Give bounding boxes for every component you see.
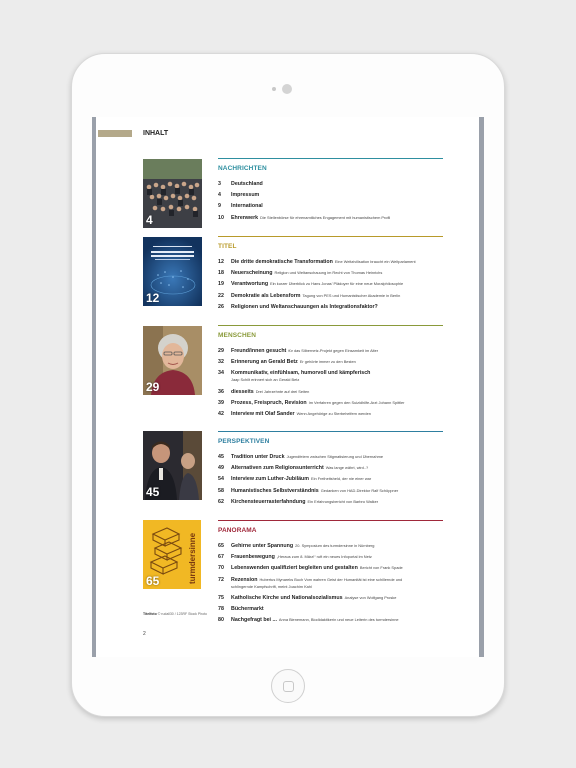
camera-icon [282, 84, 292, 94]
toc-entry[interactable]: 19 Verantwortung Ein kurzer Überblick zu Hans Jonas' Plädoyer für eine neue Moralphilosophie [218, 281, 404, 288]
section-title: MENSCHEN [218, 332, 256, 339]
toc-entry[interactable]: 34 Kommunikativ, einfühlsam, humorvoll und kämpferisch Jaap Schilt erinnert sich an Gerald Betz [218, 370, 371, 383]
section-divider [218, 325, 443, 326]
section-divider [218, 431, 443, 432]
toc-entry[interactable]: 9 International [218, 203, 263, 210]
section-menschen [218, 325, 443, 422]
photo-credit: Titelfoto © rudall30 / 123RF Stock Photo [143, 612, 208, 616]
thumb-perspektiven[interactable] [143, 431, 202, 500]
toc-entry[interactable]: 32 Erinnerung an Gerald Betz Er gehörte immer zu den Besten [218, 359, 356, 366]
section-divider [218, 520, 443, 521]
toc-entry[interactable]: 29 Freund/innen gesucht für das Silbernetz-Projekt gegen Einsamkeit im Alter [218, 348, 379, 354]
section-titel [218, 236, 443, 315]
toc-entry[interactable]: 3 Deutschland [218, 181, 263, 187]
section-title: PERSPEKTIVEN [218, 438, 270, 445]
home-button[interactable] [271, 669, 305, 703]
section-perspektiven [218, 431, 443, 510]
toc-entry[interactable]: 62 Kirchensteuerrasterfahndung Ein Erfahrungsbericht von Barbro Walker [218, 498, 379, 505]
toc-entry[interactable]: 12 Die dritte demokratische Transformation Eine Weltzivilisation braucht ein Weltparlament [218, 259, 416, 265]
toc-entry[interactable]: 78 Büchermarkt [218, 605, 264, 612]
page-heading: INHALT [143, 130, 169, 137]
thumb-page-number: 29 [146, 380, 160, 394]
toc-entry[interactable]: 54 Interview zum Luther-Jubiläum Ein Freiheitsheld, der nie einer war [218, 476, 372, 483]
toc-entry[interactable]: 67 Frauenbewegung „Heraus zum 8. März!“ ruft ein neues Infoportal im Netz [218, 554, 372, 561]
section-title: TITEL [218, 243, 237, 250]
toc-entry[interactable]: 70 Lebenswenden qualifiziert begleiten und gestalten Bericht von Frank Spade [218, 565, 403, 572]
thumb-page-number: 45 [146, 485, 160, 499]
section-divider [218, 236, 443, 237]
section-title: PANORAMA [218, 527, 257, 534]
thumb-page-number: 4 [146, 213, 153, 227]
toc-entry[interactable]: 22 Demokratie als Lebensform Tagung von PES und Humanistischer Akademie in Berlin [218, 292, 401, 299]
toc-entry[interactable]: 18 Neuerscheinung Religion und Weltanschauung im Recht von Thomas Heinrichs [218, 270, 383, 277]
thumb-page-number: 12 [146, 291, 160, 305]
toc-entry[interactable]: 39 Prozess, Freispruch, Revision Im Verfahren gegen den Suizidhilfe-Arzt Johann Spittler [218, 399, 405, 406]
section-panorama [218, 520, 443, 628]
thumb-nachrichten[interactable] [143, 159, 202, 228]
toc-entry[interactable]: 36 diesseits Drei Jahrzehnte auf drei Seiten [218, 388, 310, 395]
thumb-menschen[interactable] [143, 326, 202, 395]
section-title: NACHRICHTEN [218, 165, 267, 172]
magazine-page[interactable] [92, 117, 484, 657]
toc-entry[interactable]: 58 Humanistisches Selbstverständnis Gedanken von HAD-Direktor Ralf Schöppner [218, 487, 399, 494]
sensor-dot [272, 87, 276, 91]
toc-entry[interactable]: 80 Nachgefragt bei ... Anna Bienemann, Biodidaktikerin und neue Leiterin des turmdersinne [218, 617, 399, 624]
page-edge-left [92, 117, 96, 657]
section-divider [218, 158, 443, 159]
toc-entry[interactable]: 72 Rezension Hubertus Mynareks Buch Vom wahren Geist der Humanität ist eine schillernde und schlingernde Kampfschrift, meint Joachim Kahl [218, 576, 403, 589]
thumb-titel[interactable] [143, 237, 202, 306]
thumb-panorama[interactable] [143, 520, 201, 589]
toc-entry[interactable]: 45 Tradition unter Druck Jugendfeiern zwischen Stigmatisierung und Übernahme [218, 454, 384, 460]
home-square-icon [283, 681, 294, 692]
toc-entry[interactable]: 49 Alternativen zum Religionsunterricht Was lange währt, wird..? [218, 465, 369, 472]
toc-entry[interactable]: 42 Interview mit Olaf Sander Wenn Angehörige zu Sterbehelfern werden [218, 410, 371, 417]
header-accent-bar [98, 130, 132, 137]
thumb-page-number: 65 [146, 574, 160, 588]
page-edge-right [479, 117, 484, 657]
toc-entry[interactable]: 75 Katholische Kirche und Nationalsozialismus Analyse von Wolfgang Proske [218, 594, 397, 601]
section-nachrichten [218, 158, 443, 226]
toc-entry[interactable]: 65 Gehirne unter Spannung 20. Symposium des turmdersinne in Nürnberg [218, 543, 375, 549]
toc-entry[interactable]: 26 Religionen und Weltanschauungen als Integrationsfaktor? [218, 303, 378, 310]
svg-text:turmdersinne: turmdersinne [188, 532, 197, 584]
page-number: 2 [143, 631, 146, 637]
toc-entry[interactable]: 4 Impressum [218, 192, 260, 199]
toc-entry[interactable]: 10 Ehrenwerk Die Stellenbörse für ehrenamtliches Engagement mit humanistischem Profil [218, 214, 391, 221]
